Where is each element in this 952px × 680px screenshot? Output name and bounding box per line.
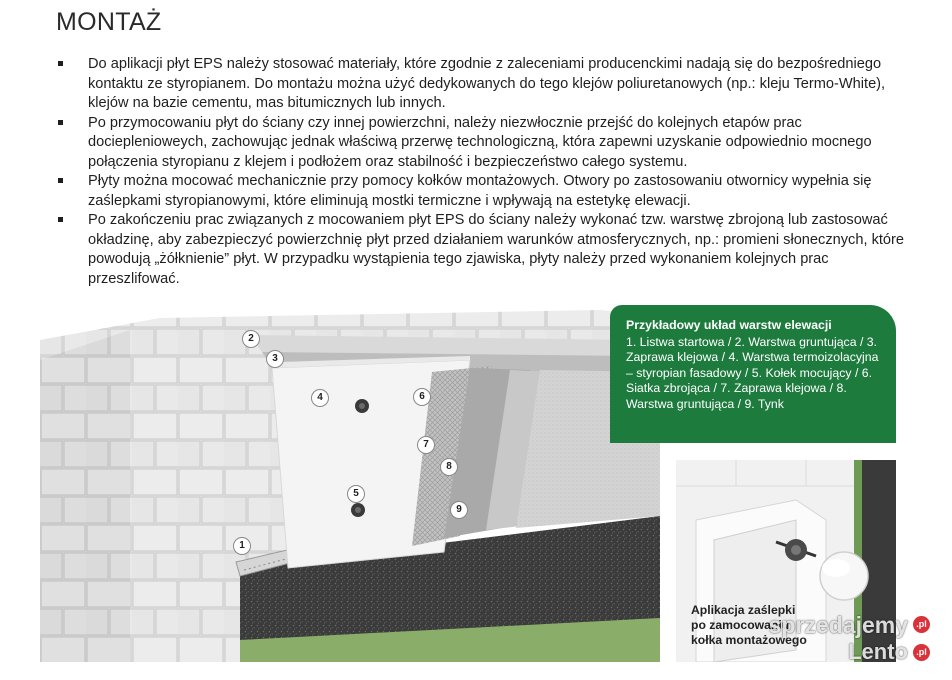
- marker-2: 2: [242, 330, 260, 348]
- bullet-square-icon: [58, 178, 63, 183]
- marker-8: 8: [440, 458, 458, 476]
- wall-layers-illustration: [40, 300, 660, 662]
- marker-7: 7: [417, 436, 435, 454]
- marker-4: 4: [311, 389, 329, 407]
- list-item: Płyty można mocować mechanicznie przy pomocy kołków montażowych. Otwory po zastosowaniu otwornicy wypełnia się zaślepkami styropianowymi, które eliminują mostki termiczne i wpływają na estetykę elewacji.: [58, 172, 908, 211]
- watermark-badge-icon: .pl: [913, 616, 930, 633]
- watermark-badge-icon: .pl: [913, 644, 930, 661]
- legend-title: Przykładowy układ warstw elewacji: [626, 318, 832, 332]
- marker-9: 9: [450, 501, 468, 519]
- list-item: Po zakończeniu prac związanych z mocowaniem płyt EPS do ściany należy wykonać tzw. warstwę zbrojoną lub zastosować okładzinę, aby zabezpieczyć powierzchnię płyt przed działaniem warunków atmosferycznych, np.: promieni słonecznych, które powodują „żółknienie” płyt. W przypadku wystąpienia tego zjawiska, płyty należy przed wykonaniem kolejnych prac przeszlifować.: [58, 211, 908, 289]
- marker-3: 3: [266, 350, 284, 368]
- legend-text: 1. Listwa startowa / 2. Warstwa gruntująca / 3. Zaprawa klejowa / 4. Warstwa termoizolacyjna – styropian fasadowy / 5. Kołek mocujący / 6. Siatka zbrojąca / 7. Zaprawa klejowa / 8. Warstwa gruntująca / 9. Tynk: [626, 335, 879, 411]
- bullet-square-icon: [58, 61, 63, 66]
- bullet-square-icon: [58, 217, 63, 222]
- marker-1: 1: [233, 537, 251, 555]
- marker-5: 5: [347, 485, 365, 503]
- marker-6: 6: [413, 388, 431, 406]
- layers-legend: [610, 305, 896, 443]
- list-item: Po przymocowaniu płyt do ściany czy innej powierzchni, należy niezwłocznie przejść do kolejnych etapów prac docieplenioweych, zachowując jednak właściwą przerwę technologiczną, która zapewni uzyskanie odpowiednio mocnego połączenia styropianu z klejem i podłożem oraz stabilność i bezpieczeństwo całego systemu.: [58, 114, 908, 173]
- inset-caption: Aplikacja zaślepki po zamocowaniu kołka montażowego: [691, 603, 807, 647]
- instructions-list: [58, 55, 908, 289]
- watermark-logo: [746, 610, 936, 668]
- watermark-line-1: sprzedajemy: [768, 612, 908, 638]
- list-item: Do aplikacji płyt EPS należy stosować materiały, które zgodnie z zaleceniami producenckimi nadają się do bezpośredniego kontaktu ze styropianem. Do montażu można użyć dedykowanych do tego klejów poliuretanowych (np.: kleju Termo-White), klejów na bazie cementu, mas bitumicznych lub innych.: [58, 55, 908, 114]
- bullet-square-icon: [58, 120, 63, 125]
- watermark-line-2: Lento: [848, 639, 908, 664]
- page-title: MONTAŻ: [56, 8, 162, 36]
